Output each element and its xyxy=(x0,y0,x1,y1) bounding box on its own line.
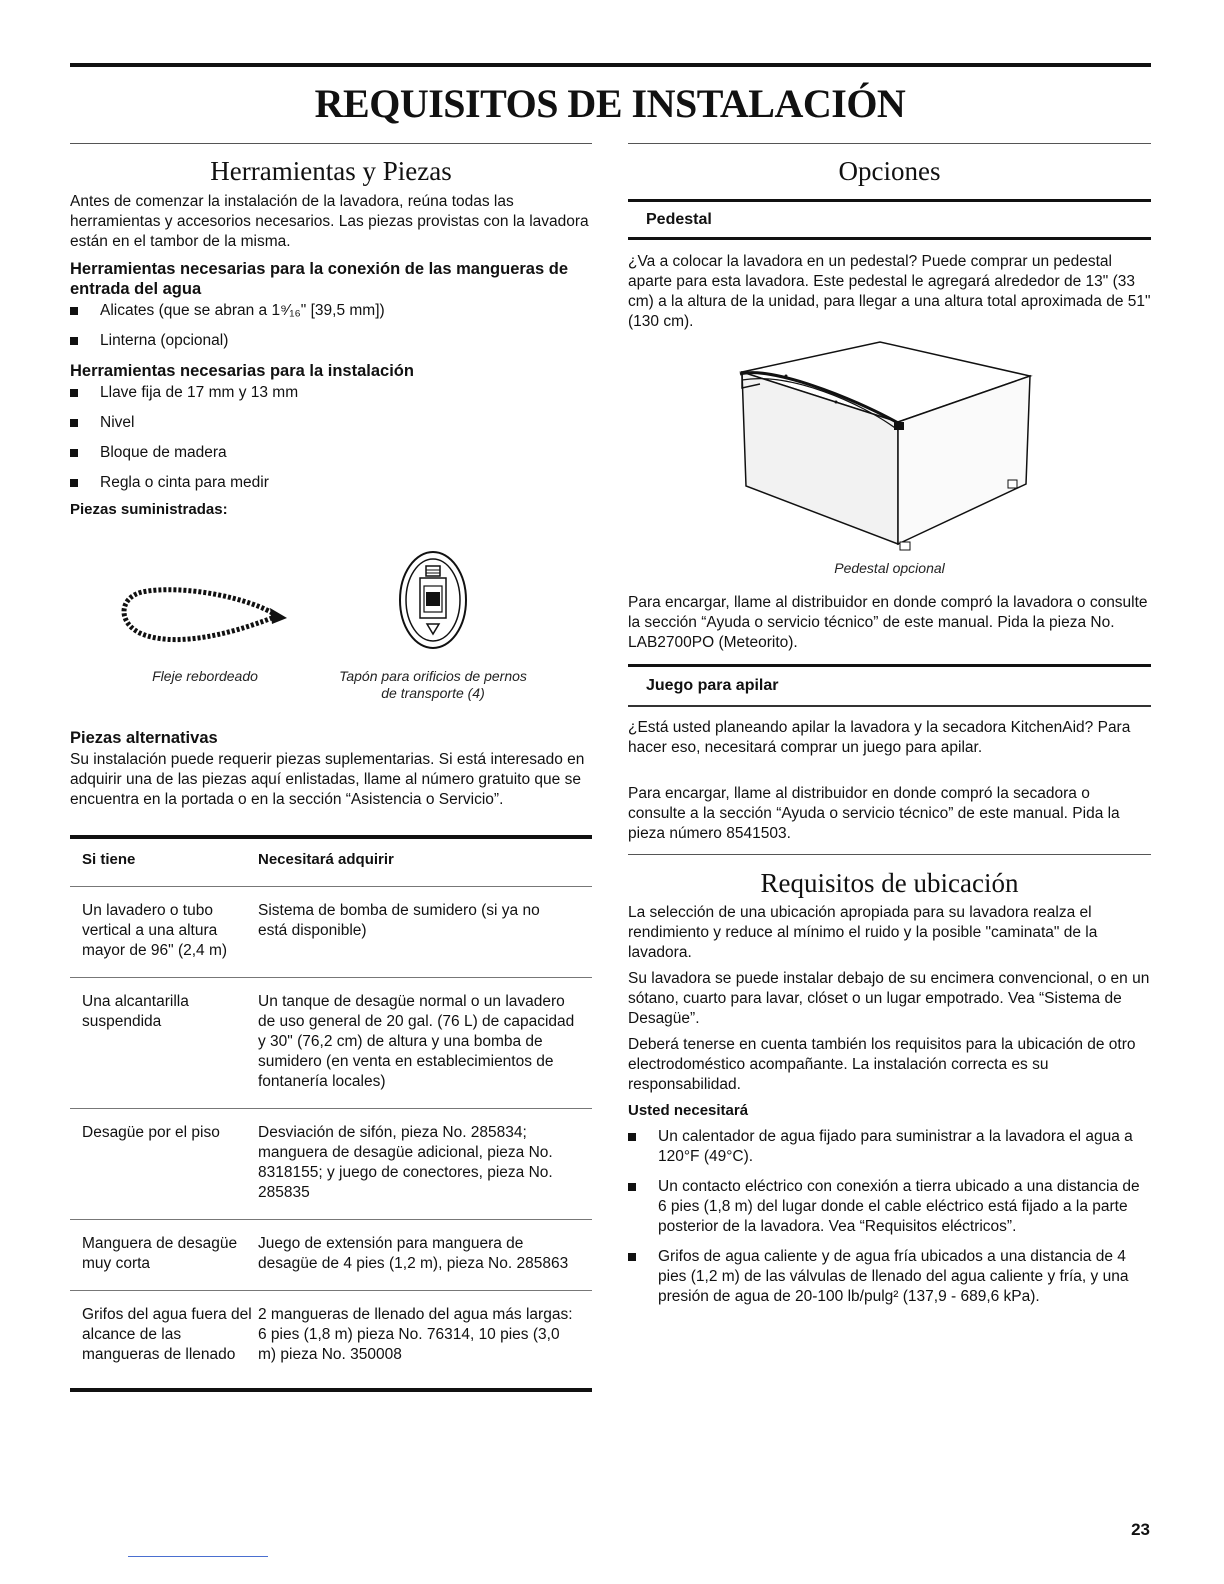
table-cell-need: 2 mangueras de llenado del agua más largas: 6 pies (1,8 m) pieza No. 76314, 10 pies (3,0 m) pieza No. 350008 xyxy=(258,1291,592,1382)
top-rule xyxy=(70,63,1151,67)
list-item: Regla o cinta para medir xyxy=(70,473,592,493)
location-p1: La selección de una ubicación apropiada para su lavadora realza el rendimiento y reduce al mínimo el ruido y la posible "caminata" de la lavadora. xyxy=(628,904,1098,961)
table-row xyxy=(70,1109,592,1220)
table-cell-have: Manguera de desagüe muy corta xyxy=(70,1220,258,1291)
pedestal-caption: Pedestal opcional xyxy=(834,560,945,576)
location-p3: Deberá tenerse en cuenta también los requisitos para la ubicación de otro electrodoméstico acompañante. La instalación correcta es su responsabilidad. xyxy=(628,1036,1136,1093)
table-cell-need: Desviación de sifón, pieza No. 285834; manguera de desagüe adicional, pieza No. 8318155; y juego de conectores, pieza No. 285835 xyxy=(258,1109,592,1220)
table-header-need: Necesitará adquirir xyxy=(258,851,394,868)
strap-caption: Fleje rebordeado xyxy=(152,668,258,684)
list-item: Alicates (que se abran a 1⁹⁄₁₆" [39,5 mm]) xyxy=(70,301,592,321)
table-cell-have: Una alcantarilla suspendida xyxy=(70,978,258,1109)
alternative-parts-section xyxy=(70,728,592,810)
tools-parts-title: Herramientas y Piezas xyxy=(210,156,452,186)
table-row xyxy=(70,1291,592,1382)
install-heading: Herramientas necesarias para la instalación xyxy=(70,362,414,380)
stack-bar-top xyxy=(628,664,1151,667)
table-row xyxy=(70,887,592,978)
left-column-rule xyxy=(70,143,592,144)
plug-caption: Tapón para orificios de pernos de transporte (4) xyxy=(339,668,527,701)
table-cell-have: Grifos del agua fuera del alcance de las mangueras de llenado xyxy=(70,1291,258,1382)
location-rule xyxy=(628,854,1151,855)
table-cell-have: Un lavadero o tubo vertical a una altura mayor de 96" (2,4 m) xyxy=(70,887,258,978)
parts-table xyxy=(70,839,592,1381)
table-cell-need: Juego de extensión para manguera de desagüe de 4 pies (1,2 m), pieza No. 285863 xyxy=(258,1220,592,1291)
tools-intro: Antes de comenzar la instalación de la lavadora, reúna todas las herramientas y accesorios necesarios. Las piezas provistas con la lavadora están en el tambor de la misma. xyxy=(70,193,589,250)
list-item: Linterna (opcional) xyxy=(70,331,592,351)
table-row xyxy=(70,978,592,1109)
page-title: REQUISITOS DE INSTALACIÓN xyxy=(314,81,906,126)
table-cell-need: Sistema de bomba de sumidero (si ya no está disponible) xyxy=(258,887,592,978)
pedestal-text: ¿Va a colocar la lavadora en un pedestal? Puede comprar un pedestal aparte para esta lavadora. Este pedestal le agregará alrededor de 13" (33 cm) a la altura de la unidad, para llegar a una altura total aproximada de 51" (130 cm). xyxy=(628,253,1151,330)
pedestal-illustration xyxy=(730,336,1040,554)
list-item: Un calentador de agua fijado para suministrar a la lavadora el agua a 120°F (49°C). xyxy=(628,1127,1151,1167)
list-item: Un contacto eléctrico con conexión a tierra ubicado a una distancia de 6 pies (1,8 m) del lugar donde el cable eléctrico está fijado a la parte posterior de la lavadora. Vea “Requisitos eléctricos”. xyxy=(628,1177,1151,1237)
need-list xyxy=(628,1127,1151,1307)
list-item: Grifos de agua caliente y de agua fría ubicados a una distancia de 4 pies (1,2 m) de las válvulas de llenado del agua caliente y fría, y una presión de agua de 20-100 lb/pulg² (137,9 - 689,6 kPa). xyxy=(628,1247,1151,1307)
location-p2: Su lavadora se puede instalar debajo de su encimera convencional, o en un sótano, cuarto para lavar, clóset o un lugar empotrado. Vea “Sistema de Desagüe”. xyxy=(628,970,1150,1027)
pedestal-bar-title: Pedestal xyxy=(646,211,712,228)
hoses-heading: Herramientas necesarias para la conexión de las mangueras de entrada del agua xyxy=(70,260,568,298)
list-item: Bloque de madera xyxy=(70,443,592,463)
need-heading: Usted necesitará xyxy=(628,1102,749,1119)
footer-link-line xyxy=(128,1556,268,1557)
tools-section xyxy=(70,192,592,518)
stack-bar-bottom xyxy=(628,705,1151,707)
list-item: Nivel xyxy=(70,413,592,433)
hoses-list xyxy=(70,301,592,351)
stack-bar-title: Juego para apilar xyxy=(646,677,779,694)
pedestal-bar-bottom xyxy=(628,237,1151,240)
beaded-strap-illustration xyxy=(112,578,292,660)
pedestal-bar-top xyxy=(628,199,1151,202)
stack-text: ¿Está usted planeando apilar la lavadora y la secadora KitchenAid? Para hacer eso, necesitará comprar un juego para apilar. xyxy=(628,719,1131,756)
table-bottom-rule xyxy=(70,1388,592,1392)
table-cell-have: Desagüe por el piso xyxy=(70,1109,258,1220)
options-title: Opciones xyxy=(838,156,941,186)
location-section xyxy=(628,903,1151,1317)
install-list xyxy=(70,383,592,493)
table-header-have: Si tiene xyxy=(82,851,136,868)
table-cell-need: Un tanque de desagüe normal o un lavadero de uso general de 20 gal. (76 L) de capacidad y 30" (76,2 cm) de altura y una bomba de sumidero (en venta en establecimientos de fontanería locales) xyxy=(258,978,592,1109)
supplied-heading: Piezas suministradas: xyxy=(70,501,228,518)
alt-heading: Piezas alternativas xyxy=(70,729,218,747)
page-number: 23 xyxy=(1131,1520,1150,1539)
alt-text: Su instalación puede requerir piezas suplementarias. Si está interesado en adquirir una de las piezas aquí enlistadas, llame al número gratuito que se encuentra en la portada o en la sección “Asistencia o Servicio”. xyxy=(70,751,585,808)
parts-table-wrap xyxy=(70,839,592,1381)
table-row xyxy=(70,1220,592,1291)
pedestal-order-text: Para encargar, llame al distribuidor en donde compró la lavadora o consulte la sección “Ayuda o servicio técnico” de este manual. Pida la pieza No. LAB2700PO (Meteorito). xyxy=(628,594,1148,651)
right-column-rule xyxy=(628,143,1151,144)
list-item: Llave fija de 17 mm y 13 mm xyxy=(70,383,592,403)
table-header-row xyxy=(70,839,592,887)
stack-order-text: Para encargar, llame al distribuidor en donde compró la secadora o consulte a la sección “Ayuda o servicio técnico” de este manual. Pida la pieza número 8541503. xyxy=(628,785,1120,842)
transport-plug-illustration xyxy=(396,548,470,652)
location-title: Requisitos de ubicación xyxy=(760,868,1019,898)
